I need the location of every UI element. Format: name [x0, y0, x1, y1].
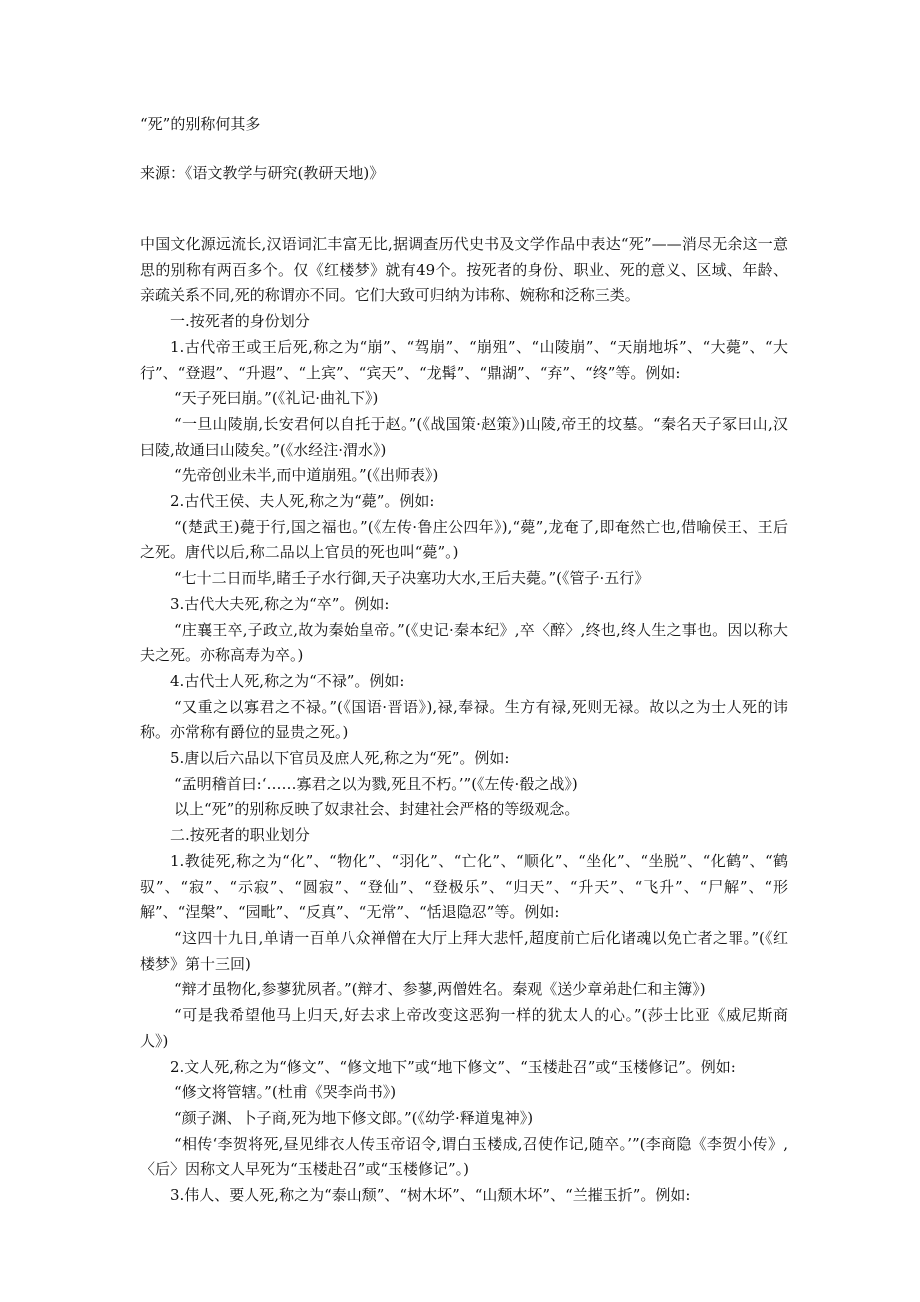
quote-paragraph: “先帝创业未半,而中道崩殂。”(《出师表》)	[174, 466, 439, 485]
quote-paragraph: “辩才虽物化,参蓼犹夙者。”(辩才、参蓼,两僧姓名。秦观《送少章弟赴仁和主簿》)	[174, 980, 706, 999]
quote-paragraph: “七十二日而毕,睹壬子水行御,天子决塞功大水,王后夫薨。”(《管子·五行》	[174, 569, 650, 588]
paragraph: 3.古代大夫死,称之为“卒”。例如:	[170, 594, 390, 613]
quote-paragraph: “可是我希望他马上归天,好去求上帝改变这恶狗一样的犹太人的心。”(莎士比亚《威尼斯商人》)	[140, 1006, 788, 1050]
quote-paragraph: “孟明稽首曰:‘……寡君之以为戮,死且不朽。’”(《左传·殽之战》)	[174, 774, 578, 793]
paragraph: 1.古代帝王或王后死,称之为“崩”、“驾崩”、“崩殂”、“山陵崩”、“天崩地坼”、“大薨”、“大行”、“登遐”、“升遐”、“上宾”、“宾天”、“龙髯”、“鼎湖”、“弃”、“终”等。例如:	[140, 337, 788, 382]
paragraph: 1.教徒死,称之为“化”、“物化”、“羽化”、“亡化”、“顺化”、“坐化”、“坐脱”、“化鹤”、“鹤驭”、“寂”、“示寂”、“圆寂”、“登仙”、“登极乐”、“归天”、“升天”、“飞升”、“尸解”、“形解”、“涅槃”、“园毗”、“反真”、“无常”、“恬退隐忍”等。例如:	[140, 851, 788, 922]
quote-paragraph: “一旦山陵崩,长安君何以自托于赵。”(《战国策·赵策》)山陵,帝王的坟墓。“秦名天子冢曰山,汉曰陵,故通曰山陵矣。”(《水经注·渭水》)	[140, 414, 788, 459]
quote-paragraph: “相传‘李贺将死,昼见绯衣人传玉帝诏令,谓白玉楼成,召使作记,随卒。’”(李商隐《李贺小传》,〈后〉因称文人早死为“玉楼赴召”或“玉楼修记”。)	[140, 1134, 788, 1179]
section-heading: 一.按死者的身份划分	[170, 312, 310, 331]
paragraph: 2.文人死,称之为“修文”、“修文地下”或“地下修文”、“玉楼赴召”或“玉楼修记”。例如:	[170, 1057, 736, 1076]
section-heading: 二.按死者的职业划分	[170, 826, 310, 845]
quote-paragraph: “修文将管辖。”(杜甫《哭李尚书》)	[174, 1083, 397, 1102]
document-title: “死”的别称何其多	[140, 115, 261, 133]
paragraph: 5.唐以后六品以下官员及庶人死,称之为“死”。例如:	[170, 749, 510, 768]
quote-paragraph: “天子死曰崩。”(《礼记·曲礼下》)	[174, 389, 379, 408]
paragraph: 4.古代士人死,称之为“不禄”。例如:	[170, 671, 405, 690]
document-body	[140, 232, 788, 1209]
paragraph-intro: 中国文化源远流长,汉语词汇丰富无比,据调查历代史书及文学作品中表达“死”——消尽无余这一意思的别称有两百多个。仅《红楼梦》就有49个。按死者的身份、职业、死的意义、区域、年龄、亲疏关系不同,死的称谓亦不同。它们大致可归纳为讳称、婉称和泛称三类。	[140, 235, 788, 305]
quote-paragraph: “又重之以寡君之不禄。”(《国语·晋语》),禄,奉禄。生方有禄,死则无禄。故以之为士人死的讳称。亦常称有爵位的显贵之死。)	[140, 697, 788, 742]
document-source: 来源：《语文教学与研究(教研天地)》	[140, 164, 385, 182]
paragraph: 2.古代王侯、夫人死,称之为“薨”。例如:	[170, 492, 435, 511]
quote-paragraph: “(楚武王)薨于行,国之福也。”(《左传·鲁庄公四年》),“薨”,龙奄了,即奄然亡也,借喻侯王、王后之死。唐代以后,称二品以上官员的死也叫“薨”。)	[140, 517, 788, 562]
quote-paragraph: “颜子渊、卜子商,死为地下修文郎。”(《幼学·释道鬼神》)	[174, 1108, 534, 1127]
paragraph: 以上“死”的别称反映了奴隶社会、封建社会严格的等级观念。	[174, 800, 580, 819]
quote-paragraph: “这四十九日,单请一百单八众禅僧在大厅上拜大悲忏,超度前亡后化诸魂以免亡者之罪。”(《红楼梦》第十三回)	[140, 928, 788, 973]
quote-paragraph: “庄襄王卒,子政立,故为秦始皇帝。”(《史记·秦本纪》,卒〈醉〉,终也,终人生之事也。因以称大夫之死。亦称高寿为卒。)	[140, 620, 788, 665]
paragraph: 3.伟人、要人死,称之为“泰山颓”、“树木坏”、“山颓木坏”、“兰摧玉折”。例如:	[170, 1186, 691, 1205]
